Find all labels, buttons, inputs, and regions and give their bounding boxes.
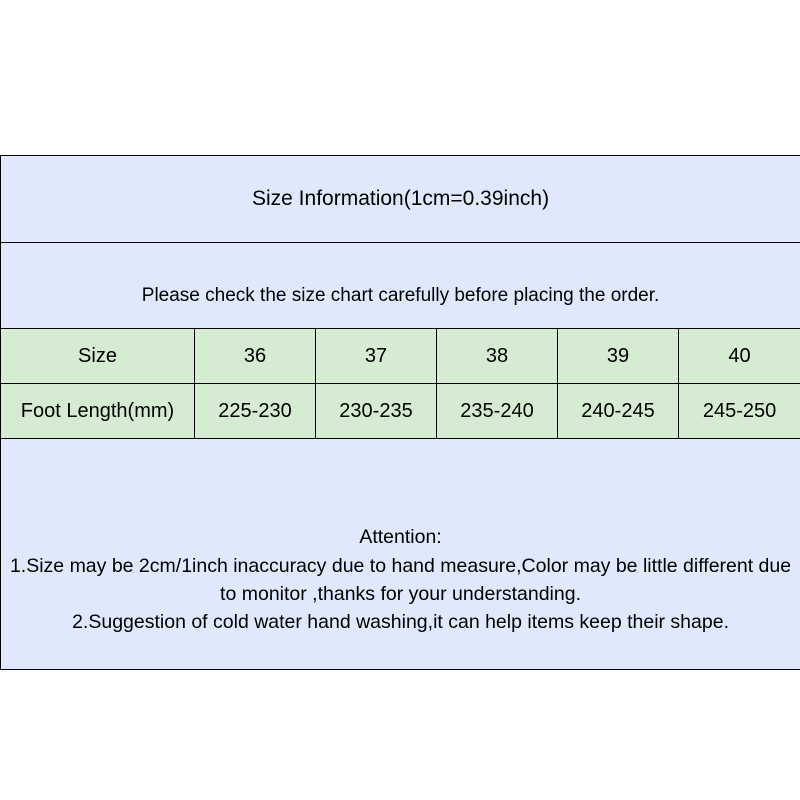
attention-line-2: 2.Suggestion of cold water hand washing,it can help items keep their shape. [72,611,729,634]
attention-line-1: 1.Size may be 2cm/1inch inaccuracy due to hand measure,Color may be little different due to monitor ,thanks for your understanding. [9,554,797,605]
size-value-37: 37 [316,329,437,384]
size-value-36: 36 [195,329,316,384]
table-note-row [1,243,800,329]
foot-length-38: 235-240 [437,384,558,439]
size-information-table [0,155,800,670]
attention-text-block [1,471,800,636]
table-title-row [1,156,800,243]
size-chart-container [0,155,800,670]
foot-length-39: 240-245 [558,384,679,439]
column-header-size: Size [1,329,195,384]
size-information-title: Size Information(1cm=0.39inch) [1,156,800,243]
attention-row [1,439,800,670]
row-header-foot-length: Foot Length(mm) [1,384,195,439]
size-value-39: 39 [558,329,679,384]
foot-length-40: 245-250 [679,384,800,439]
attention-heading: Attention: [359,526,442,549]
table-row [1,329,800,384]
size-chart-note: Please check the size chart carefully before placing the order. [1,243,800,329]
attention-cell [1,439,800,670]
foot-length-37: 230-235 [316,384,437,439]
table-row [1,384,800,439]
size-value-38: 38 [437,329,558,384]
size-value-40: 40 [679,329,800,384]
foot-length-36: 225-230 [195,384,316,439]
